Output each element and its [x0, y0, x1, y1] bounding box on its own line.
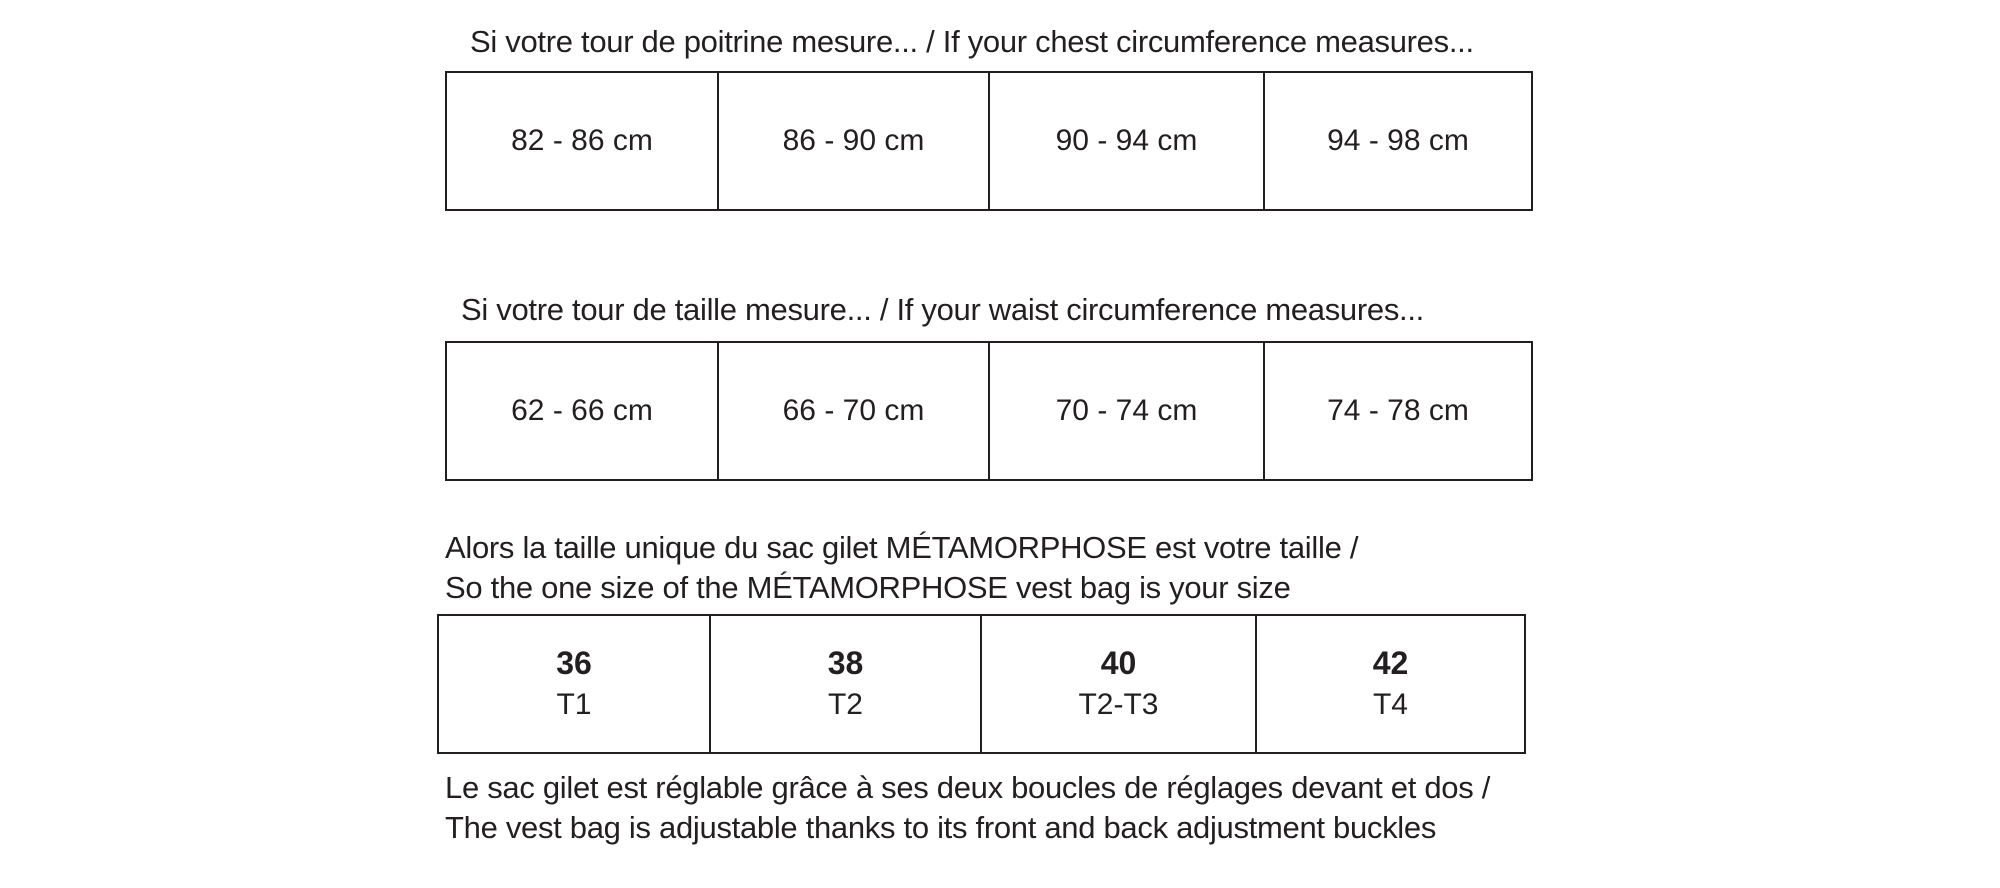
chest-cell: 90 - 94 cm: [990, 73, 1265, 209]
size-number: 36: [556, 645, 592, 681]
waist-caption: Si votre tour de taille mesure... / If your waist circumference measures...: [461, 292, 1424, 327]
size-cell: [982, 616, 1257, 752]
chest-table: [445, 71, 1533, 211]
footer-line1: Le sac gilet est réglable grâce à ses deux boucles de réglages devant et dos /: [445, 770, 1491, 805]
size-code: T1: [556, 688, 592, 721]
size-code: T4: [1372, 688, 1408, 721]
size-table: [437, 614, 1526, 754]
footer-line2: The vest bag is adjustable thanks to its front and back adjustment buckles: [445, 810, 1437, 845]
size-cell: [711, 616, 982, 752]
result-caption-line1: Alors la taille unique du sac gilet MÉTAMORPHOSE est votre taille /: [445, 530, 1359, 565]
size-number: 40: [1100, 645, 1137, 681]
waist-cell: 66 - 70 cm: [719, 343, 990, 479]
chest-cell: 86 - 90 cm: [719, 73, 990, 209]
chest-caption: Si votre tour de poitrine mesure... / If your chest circumference measures...: [470, 24, 1474, 59]
chest-cell: 94 - 98 cm: [1327, 124, 1469, 157]
size-number: 38: [827, 645, 864, 681]
waist-cell: 74 - 78 cm: [1327, 394, 1469, 427]
size-code: T2: [827, 688, 863, 721]
result-caption-line2: So the one size of the MÉTAMORPHOSE vest bag is your size: [445, 570, 1291, 605]
size-cell: [439, 616, 711, 752]
size-number: 42: [1372, 645, 1409, 681]
waist-cell: 62 - 66 cm: [447, 343, 719, 479]
size-cell: [1257, 616, 1524, 752]
chest-cell: 82 - 86 cm: [447, 73, 719, 209]
waist-cell: 70 - 74 cm: [990, 343, 1265, 479]
waist-table: [445, 341, 1533, 481]
size-code: T2-T3: [1078, 688, 1159, 721]
